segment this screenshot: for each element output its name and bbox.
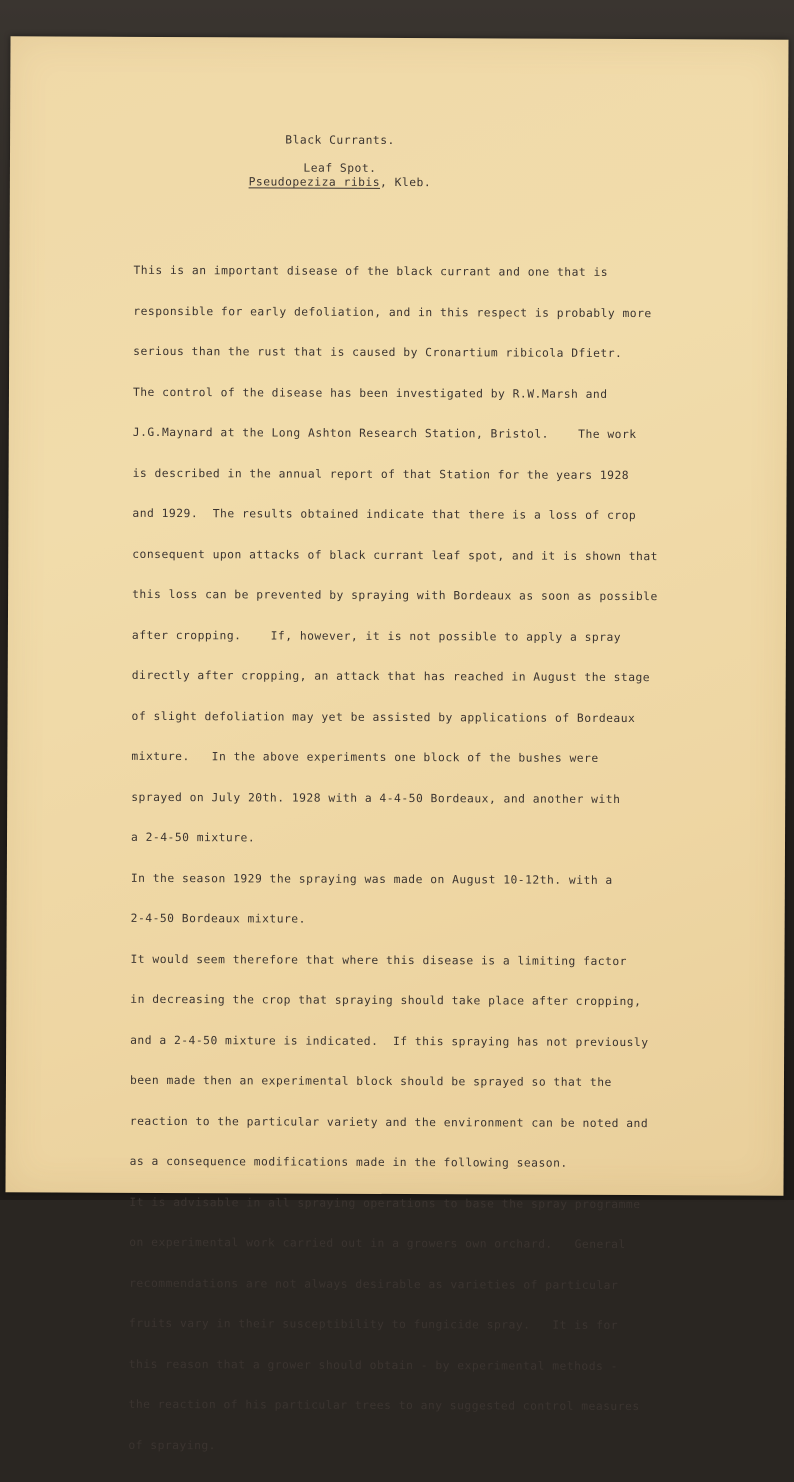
body-line: It would seem therefore that where this disease is a limiting factor <box>130 952 628 968</box>
document-subtitle: Leaf Spot. <box>303 161 377 175</box>
body-line: as a consequence modifications made in the following season. <box>129 1154 568 1170</box>
body-line: mixture. In the above experiments one block of the bushes were <box>131 749 599 765</box>
body-line: It is advisable in all spraying operations to base the spray programme <box>129 1195 641 1211</box>
body-line: reaction to the particular variety and the environment can be noted and <box>129 1114 649 1130</box>
body-line: 2-4-50 Bordeaux mixture. <box>130 911 306 926</box>
body-line: serious than the rust that is caused by Cronartium ribicola Dfietr. <box>133 344 623 360</box>
body-line: The control of the disease has been investigated by R.W.Marsh and <box>132 385 608 401</box>
species-line <box>210 175 470 189</box>
body-line: on experimental work carried out in a growers own orchard. General <box>129 1235 626 1252</box>
body-line: In the season 1929 the spraying was made on August 10-12th. with a <box>130 871 613 887</box>
body-line: of slight defoliation may yet be assisted by applications of Bordeaux <box>131 709 636 725</box>
body-line: a 2-4-50 mixture. <box>131 830 256 845</box>
document-title: Black Currants. <box>285 133 395 147</box>
body-line: directly after cropping, an attack that has reached in August the stage <box>131 668 651 685</box>
typed-document-page <box>5 36 788 1452</box>
document-body <box>128 237 773 1482</box>
body-line: this reason that a grower should obtain - by experimental methods - <box>128 1357 618 1373</box>
body-line: consequent upon attacks of black currant leaf spot, and it is shown that <box>132 547 658 563</box>
body-line: responsible for early defoliation, and in this respect is probably more <box>133 304 652 320</box>
body-line: and 1929. The results obtained indicate that there is a loss of crop <box>132 506 637 523</box>
species-name: Pseudopeziza ribis <box>248 175 381 189</box>
body-line: after cropping. If, however, it is not possible to apply a spray <box>131 628 622 644</box>
body-line: This is an important disease of the black currant and one that is <box>133 263 609 279</box>
species-authority: , Kleb. <box>380 175 432 190</box>
body-line: this loss can be prevented by spraying with Bordeaux as soon as possible <box>132 587 658 604</box>
body-line: the reaction of his particular trees to any suggested control measures <box>128 1397 640 1414</box>
body-line: been made then an experimental block should be sprayed so that the <box>129 1073 612 1089</box>
body-line: fruits vary in their susceptibility to fungicide spray. It is for <box>128 1316 619 1332</box>
body-line: in decreasing the crop that spraying should take place after cropping, <box>130 992 642 1009</box>
body-line: is described in the annual report of that Station for the years 1928 <box>132 466 630 482</box>
body-line: and a 2-4-50 mixture is indicated. If this spraying has not previously <box>130 1033 649 1049</box>
body-line: of spraying. <box>128 1438 217 1452</box>
body-line: J.G.Maynard at the Long Ashton Research Station, Bristol. The work <box>132 425 637 442</box>
body-line: sprayed on July 20th. 1928 with a 4-4-50 Bordeaux, and another with <box>131 790 621 806</box>
body-line: recommendations are not always desirable as varieties of particular <box>129 1276 619 1292</box>
